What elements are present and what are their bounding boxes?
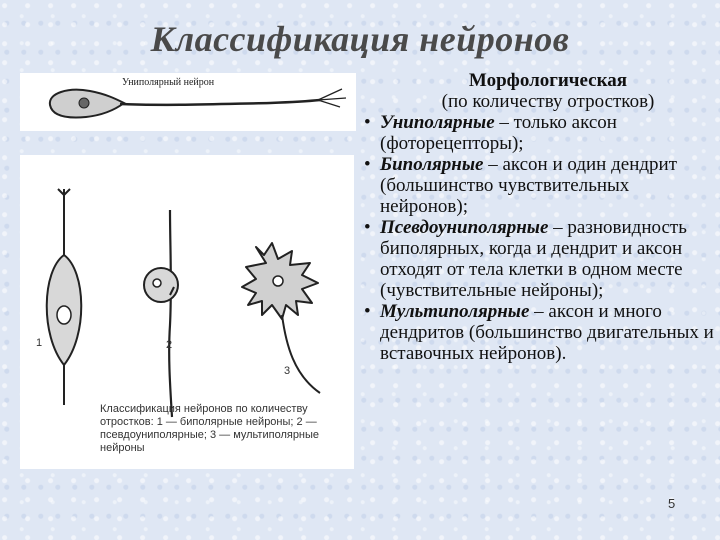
unipolar-axon — [120, 100, 320, 105]
figure-number-1: 1 — [36, 337, 43, 349]
classification-text — [362, 70, 714, 364]
figure-caption: Классификация нейронов по количеству отростков: 1 — биполярные нейроны; 2 — псевдоуниполярные; 3 — мультиполярные нейроны — [100, 403, 320, 454]
unipolar-axon-terminals — [318, 89, 346, 107]
multipolar-axon — [282, 315, 320, 393]
figure-number-2: 2 — [166, 339, 173, 351]
term-bipolar: Биполярные — [380, 154, 484, 175]
unipolar-nucleus — [79, 98, 89, 108]
bullet-icon: • — [364, 301, 371, 322]
slide-title: Классификация нейронов — [150, 19, 570, 59]
bullet-icon: • — [364, 217, 371, 238]
pseudounipolar-process — [169, 210, 172, 417]
unipolar-neuron-label: Униполярный нейрон — [122, 77, 215, 88]
list-item-bipolar — [362, 154, 714, 217]
pseudounipolar-nucleus — [153, 279, 161, 287]
text-heading: Морфологическая — [468, 70, 628, 91]
term-unipolar: Униполярные — [380, 112, 495, 133]
multipolar-nucleus — [273, 276, 283, 286]
desc-bipolar: – аксон и один дендрит (большинство чувствительных нейронов); — [380, 154, 678, 217]
bullet-icon: • — [364, 112, 371, 133]
desc-multipolar: – аксон и много дендритов (большинство двигательных и вставочных нейронов). — [380, 301, 714, 364]
neuron-types-list — [362, 112, 714, 364]
bipolar-dendrite — [58, 189, 70, 255]
desc-pseudounipolar: – разновидность биполярных, когда и дендрит и аксон отходят от тела клетки в одном месте (чувствительные нейроны); — [380, 217, 687, 301]
unipolar-neuron-figure — [20, 73, 356, 131]
desc-unipolar: – только аксон (фоторецепторы); — [380, 112, 617, 154]
figure-number-3: 3 — [284, 365, 291, 377]
term-multipolar: Мультиполярные — [380, 301, 530, 322]
list-item-unipolar — [362, 112, 714, 154]
term-pseudounipolar: Псевдоуниполярные — [380, 217, 549, 238]
bipolar-nucleus — [57, 306, 71, 324]
page-number: 5 — [668, 496, 676, 511]
bullet-icon: • — [364, 154, 371, 175]
neuron-classification-figure — [20, 155, 354, 469]
text-subheading: (по количеству отростков) — [441, 91, 655, 112]
list-item-pseudounipolar — [362, 217, 714, 301]
list-item-multipolar — [362, 301, 714, 364]
